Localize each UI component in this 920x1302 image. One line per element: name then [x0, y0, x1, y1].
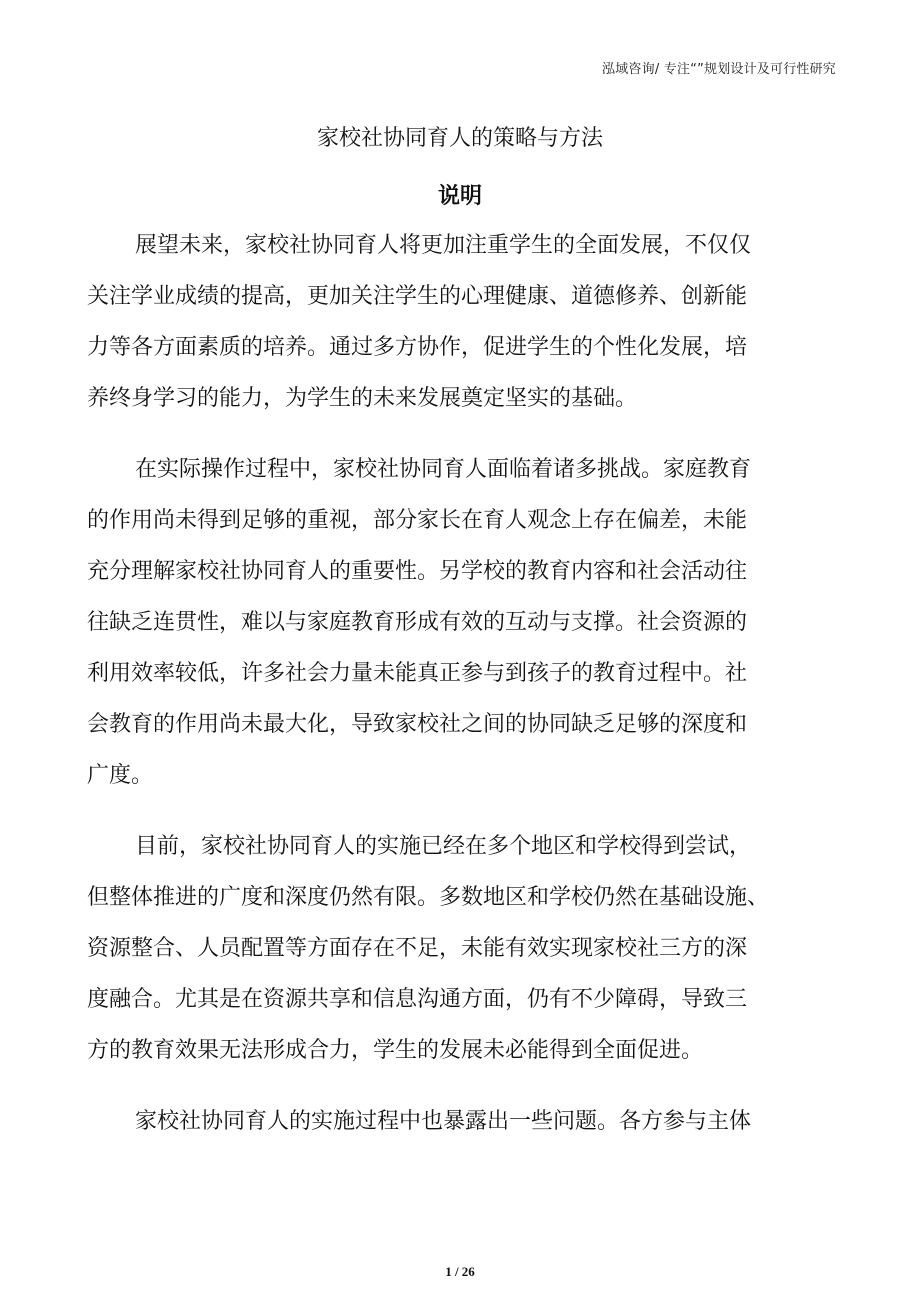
body-line: 但整体推进的广度和深度仍然有限。多数地区和学校仍然在基础设施、 [87, 885, 770, 910]
body-line: 方的教育效果无法形成合力，学生的发展未必能得到全面促进。 [87, 1038, 704, 1063]
body-line: 广度。 [87, 763, 154, 788]
page-number: 1 / 26 [445, 1264, 475, 1279]
body-line: 度融合。尤其是在资源共享和信息沟通方面，仍有不少障碍，导致三 [87, 987, 748, 1012]
body-line: 利用效率较低，许多社会力量未能真正参与到孩子的教育过程中。社 [87, 661, 748, 686]
body-line: 在实际操作过程中，家校社协同育人面临着诸多挑战。家庭教育 [135, 457, 752, 482]
body-line: 的作用尚未得到足够的重视，部分家长在育人观念上存在偏差，未能 [87, 508, 748, 533]
page-header: 泓域咨询/ 专注“”规划设计及可行性研究 [602, 62, 836, 77]
body-line: 养终身学习的能力，为学生的未来发展奠定坚实的基础。 [87, 386, 638, 411]
body-line: 家校社协同育人的实施过程中也暴露出一些问题。各方参与主体 [135, 1109, 752, 1134]
body-line: 力等各方面素质的培养。通过多方协作，促进学生的个性化发展，培 [87, 335, 748, 360]
body-line: 目前，家校社协同育人的实施已经在多个地区和学校得到尝试， [135, 834, 752, 859]
body-line: 充分理解家校社协同育人的重要性。另学校的教育内容和社会活动往 [87, 559, 748, 584]
body-line: 展望未来，家校社协同育人将更加注重学生的全面发展，不仅仅 [135, 233, 752, 258]
body-line: 关注学业成绩的提高，更加关注学生的心理健康、道德修养、创新能 [87, 284, 748, 309]
body-line: 资源整合、人员配置等方面存在不足，未能有效实现家校社三方的深 [87, 936, 748, 961]
document-title: 家校社协同育人的策略与方法 [316, 126, 603, 151]
body-line: 会教育的作用尚未最大化，导致家校社之间的协同缺乏足够的深度和 [87, 712, 748, 737]
section-heading: 说明 [437, 184, 482, 209]
body-line: 往缺乏连贯性，难以与家庭教育形成有效的互动与支撑。社会资源的 [87, 610, 748, 635]
